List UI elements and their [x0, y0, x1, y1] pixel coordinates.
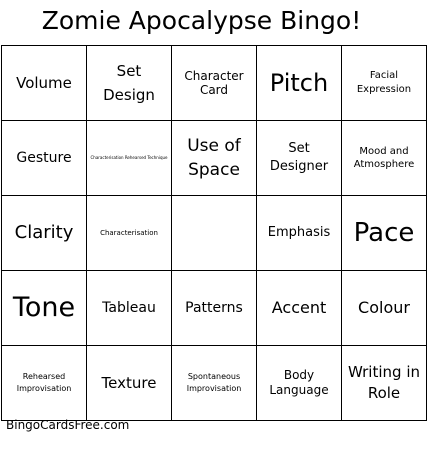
bingo-cell: Clarity — [2, 196, 87, 271]
bingo-row — [2, 271, 427, 346]
bingo-cell: Set Design — [87, 46, 172, 121]
bingo-cell: Set Designer — [257, 121, 342, 196]
site-credit: BingoCardsFree.com — [6, 418, 130, 432]
bingo-cell: Tone — [2, 271, 87, 346]
bingo-cell: Facial Expression — [342, 46, 427, 121]
bingo-cell: Spontaneous Improvisation — [172, 346, 257, 421]
bingo-grid — [1, 45, 427, 421]
bingo-cell: Pitch — [257, 46, 342, 121]
bingo-cell: Gesture — [2, 121, 87, 196]
bingo-cell: Rehearsed Improvisation — [2, 346, 87, 421]
bingo-cell: Volume — [2, 46, 87, 121]
bingo-cell: Character Card — [172, 46, 257, 121]
bingo-cell: Tableau — [87, 271, 172, 346]
bingo-cell: Patterns — [172, 271, 257, 346]
bingo-cell: Body Language — [257, 346, 342, 421]
bingo-cell: Colour — [342, 271, 427, 346]
bingo-cell: Emphasis — [257, 196, 342, 271]
card-title: Zomie Apocalypse Bingo! — [41, 6, 362, 35]
bingo-row — [2, 196, 427, 271]
bingo-row — [2, 46, 427, 121]
bingo-cell: Characterisation Rehearsed Technique — [87, 121, 172, 196]
bingo-cell: Pace — [342, 196, 427, 271]
bingo-cell: Mood and Atmosphere — [342, 121, 427, 196]
bingo-cell: Writing in Role — [342, 346, 427, 421]
free-space-cell — [172, 196, 257, 271]
bingo-row — [2, 121, 427, 196]
bingo-cell: Use of Space — [172, 121, 257, 196]
bingo-cell: Characterisation — [87, 196, 172, 271]
bingo-cell: Texture — [87, 346, 172, 421]
bingo-row — [2, 346, 427, 421]
bingo-cell: Accent — [257, 271, 342, 346]
